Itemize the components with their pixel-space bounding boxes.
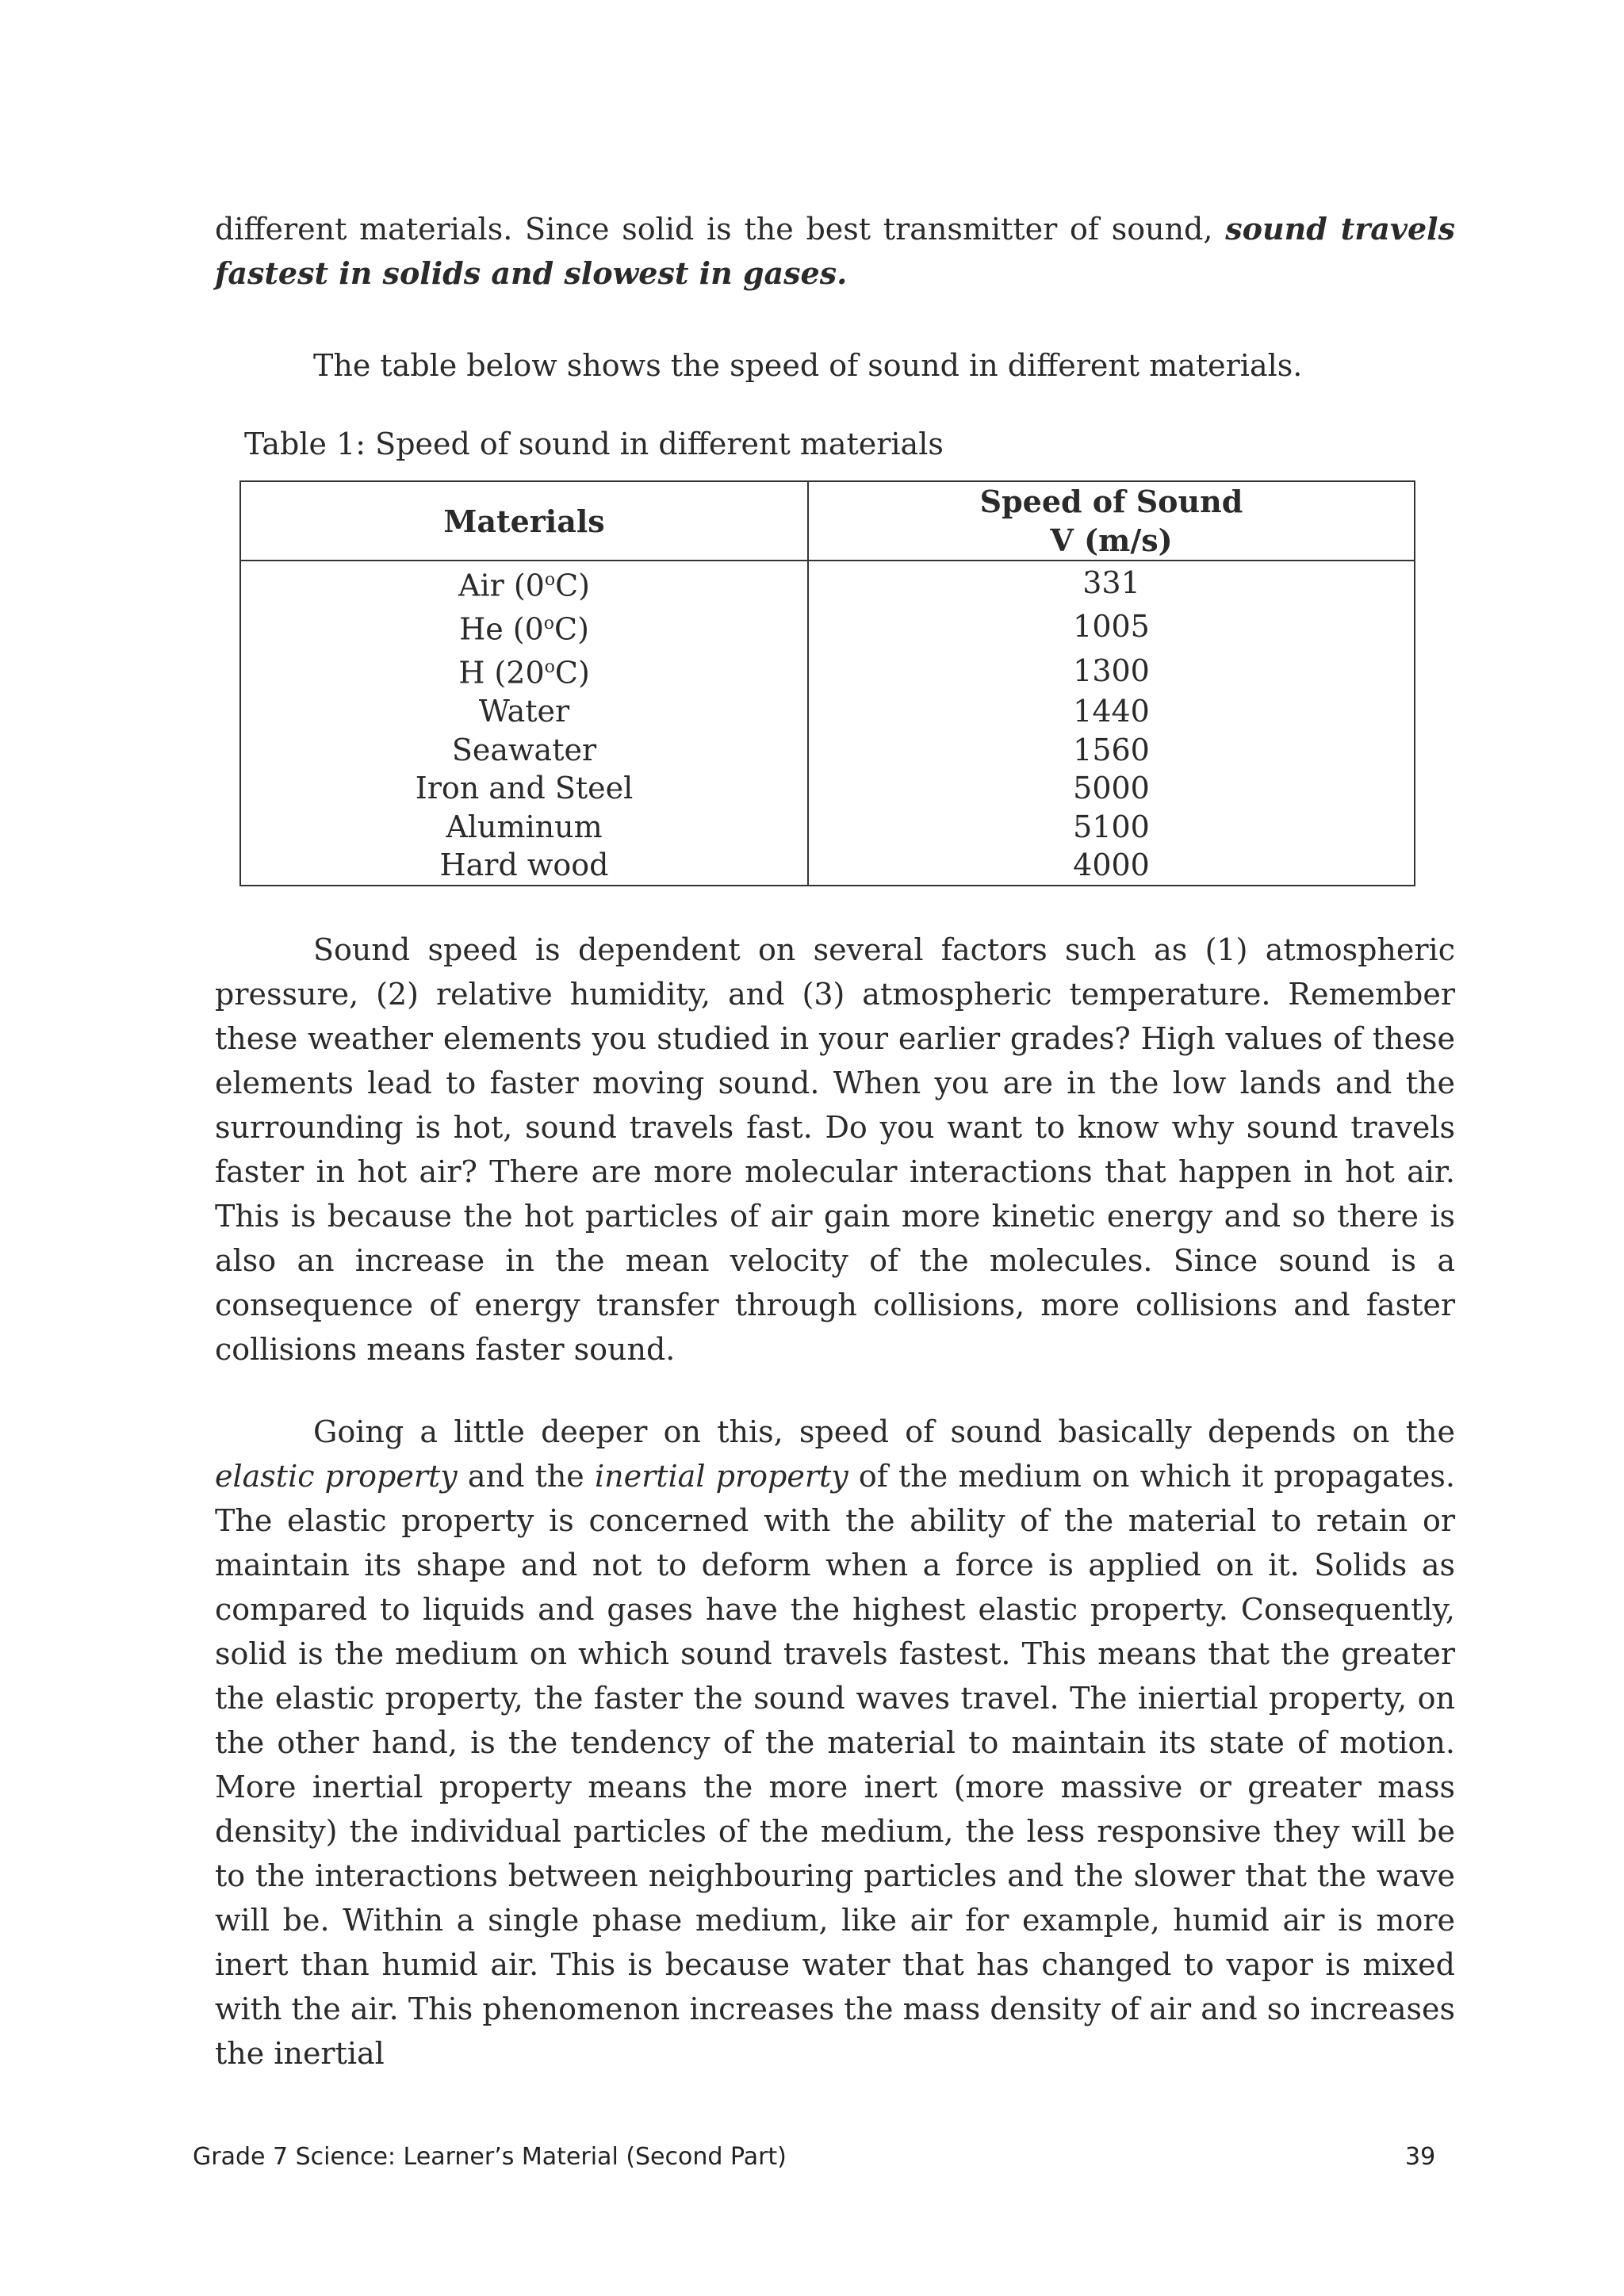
speed-of-sound-table: [239, 480, 1415, 886]
table-row: [240, 769, 1415, 808]
table-header-row: [240, 481, 1415, 561]
material-cell: He (0$^o$C): [240, 605, 808, 649]
material-cell: Water: [240, 692, 808, 731]
paragraph-sound-factors: [215, 928, 1455, 1372]
table-row: [240, 561, 1415, 605]
speed-cell: 5100: [808, 808, 1415, 847]
speed-cell: 1440: [808, 692, 1415, 731]
page-number: 39: [1405, 2143, 1436, 2171]
paragraph-text: and the: [457, 1459, 595, 1494]
table-row: [240, 649, 1415, 692]
footer-title: Grade 7 Science: Learner’s Material (Second Part): [193, 2143, 787, 2171]
speed-cell: 4000: [808, 846, 1415, 886]
material-cell: Air (0$^o$C): [240, 561, 808, 605]
paragraph-text: Going a little deeper on this, speed of sound basically depends on the: [313, 1414, 1455, 1449]
table-row: [240, 731, 1415, 770]
table-row: [240, 692, 1415, 731]
paragraph-elastic-inertial: [215, 1410, 1455, 2076]
italic-term-inertial: inertial property: [594, 1459, 848, 1494]
speed-cell: 331: [808, 561, 1415, 605]
header-speed-line1: Speed of Sound: [979, 484, 1243, 519]
header-speed: [808, 481, 1415, 561]
speed-cell: 1005: [808, 605, 1415, 649]
speed-cell: 1300: [808, 649, 1415, 692]
header-speed-line2: V (m/s): [1050, 522, 1173, 558]
material-cell: H (20$^o$C): [240, 649, 808, 692]
paragraph-text: of the medium on which it propagates. The elastic property is concerned with the ability of the material to retain or maintain its shape and not to deform when a force is applied on it. Solids as compared to liquids and gases have the highest elastic property. Consequently, solid is the medium on which sound travels fastest. This means that the greater the elastic property, the faster the sound waves travel. The iniertial property, on the other hand, is the tendency of the material to maintain its state of motion. More inertial property means the more inert (more massive or greater mass density) the individual particles of the medium, the less responsive they will be to the interactions between neighbouring particles and the slower that the wave will be. Within a single phase medium, like air for example, humid air is more inert than humid air. This is because water that has changed to vapor is mixed with the air. This phenomenon increases the mass density of air and so increases the inertial: [215, 1459, 1455, 2071]
paragraph-text: Sound speed is dependent on several factors such as (1) atmospheric pressure, (2) relative humidity, and (3) atmospheric temperature. Remember these weather elements you studied in your earlier grades? High values of these elements lead to faster moving sound. When you are in the low lands and the surrounding is hot, sound travels fast. Do you want to know why sound travels faster in hot air? There are more molecular interactions that happen in hot air. This is because the hot particles of air gain more kinetic energy and so there is also an increase in the mean velocity of the molecules. Since sound is a consequence of energy transfer through collisions, more collisions and faster collisions means faster sound.: [215, 932, 1455, 1367]
material-cell: Aluminum: [240, 808, 808, 847]
speed-cell: 1560: [808, 731, 1415, 770]
paragraph-text: different materials. Since solid is the best transmitter of sound,: [215, 212, 1226, 247]
table-caption: Table 1: Speed of sound in different materials: [244, 427, 944, 461]
speed-cell: 5000: [808, 769, 1415, 808]
table-row: [240, 846, 1415, 886]
material-cell: Hard wood: [240, 846, 808, 886]
material-cell: Iron and Steel: [240, 769, 808, 808]
table-row: [240, 605, 1415, 649]
header-materials: Materials: [240, 481, 808, 561]
table-row: [240, 808, 1415, 847]
emphasis-text: sound travels fastest in solids and slowest in gases.: [215, 211, 1455, 291]
paragraph-continuation: [215, 207, 1455, 296]
material-cell: Seawater: [240, 731, 808, 770]
table-intro-text: The table below shows the speed of sound in different materials.: [313, 348, 1303, 383]
italic-term-elastic: elastic property: [215, 1459, 458, 1494]
